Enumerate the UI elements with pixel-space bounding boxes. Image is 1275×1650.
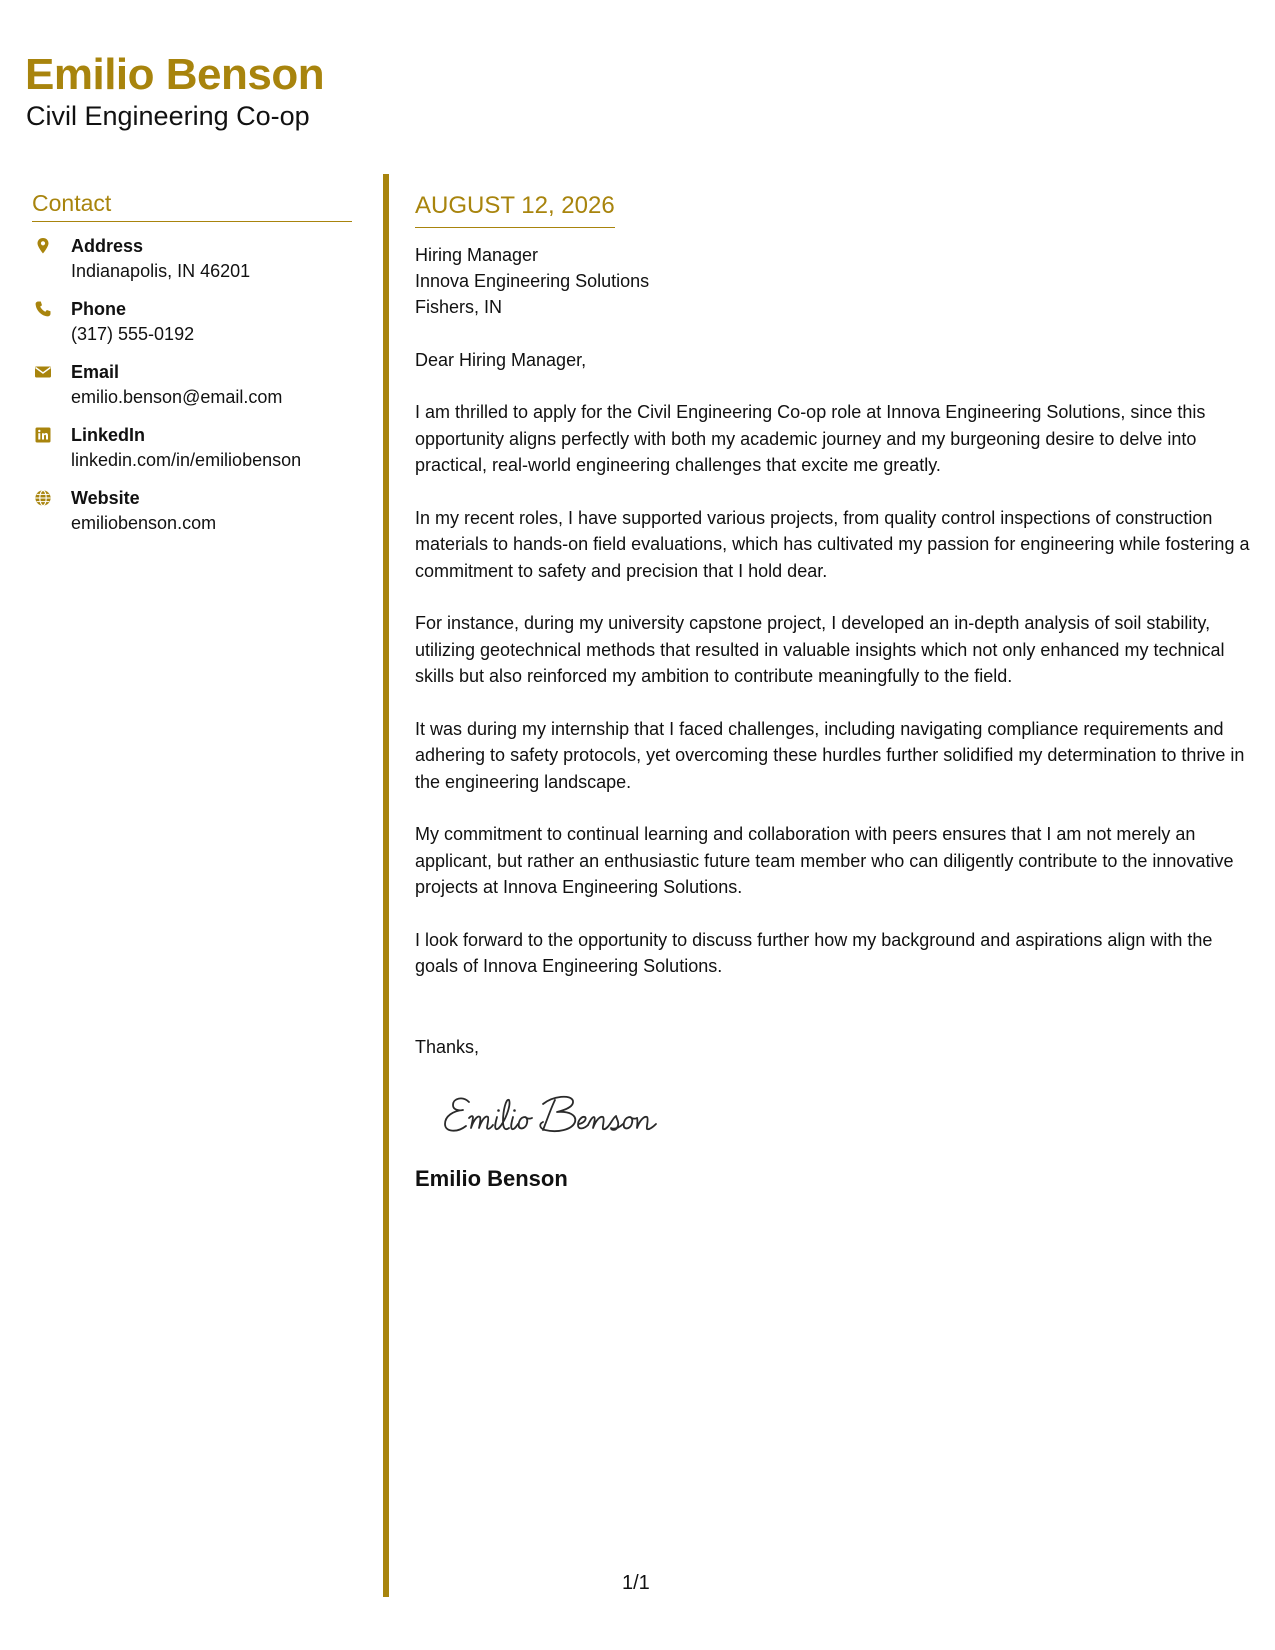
map-pin-icon: [34, 237, 52, 255]
contact-value-linkedin: linkedin.com/in/emiliobenson: [71, 450, 302, 470]
applicant-title: Civil Engineering Co-op: [26, 101, 310, 131]
recipient-line-3: Fishers, IN: [415, 297, 503, 317]
body-paragraph-6: I look forward to the opportunity to discuss further how my background and aspirations align with the goals of Innova Engineering Solutions.: [415, 929, 1213, 976]
applicant-name: Emilio Benson: [25, 50, 325, 99]
recipient-line-2: Innova Engineering Solutions: [415, 271, 650, 291]
signer-name: Emilio Benson: [415, 1165, 568, 1191]
contact-label-linkedin: LinkedIn: [71, 425, 146, 445]
phone-icon: [34, 300, 52, 318]
contact-item-phone: [32, 297, 352, 360]
contact-item-email: [32, 360, 352, 423]
linkedin-icon: [34, 426, 52, 444]
contact-value-address: Indianapolis, IN 46201: [71, 261, 251, 281]
body-paragraph-4: It was during my internship that I faced challenges, including navigating compliance requirements and adhering to safety protocols, yet overcoming these hurdles further solidified my determination to thrive in the engineering landscape.: [415, 718, 1245, 792]
salutation: Dear Hiring Manager,: [415, 350, 587, 370]
body-paragraph-2: In my recent roles, I have supported various projects, from quality control inspections of construction materials to hands-on field evaluations, which has cultivated my passion for engineering while fostering a commitment to safety and precision that I hold dear.: [415, 507, 1250, 581]
contact-label-website: Website: [71, 488, 140, 508]
recipient-block: [415, 242, 1250, 320]
contact-value-email: emilio.benson@email.com: [71, 387, 283, 407]
contact-label-phone: Phone: [71, 299, 127, 319]
contact-item-address: [32, 234, 352, 297]
contact-item-website: [32, 486, 352, 549]
contact-item-linkedin: [32, 423, 352, 486]
handwritten-signature: [439, 1086, 679, 1144]
cover-letter-body: [415, 190, 1250, 1194]
contact-value-phone: (317) 555-0192: [71, 324, 195, 344]
vertical-divider: [383, 174, 389, 1597]
page-number: 1/1: [622, 1572, 650, 1594]
body-paragraph-5: My commitment to continual learning and collaboration with peers ensures that I am not merely an applicant, but rather an enthusiastic future team member who can diligently contribute to the innovative projects at Innova Engineering Solutions.: [415, 824, 1234, 897]
globe-icon: [34, 489, 52, 507]
contact-label-address: Address: [71, 236, 144, 256]
letter-date: AUGUST 12, 2026: [415, 190, 615, 228]
body-paragraph-3: For instance, during my university capstone project, I developed an in-depth analysis of soil stability, utilizing geotechnical methods that resulted in valuable insights which not only enhanced my technical skills but also reinforced my ambition to contribute meaningfully to the field.: [415, 613, 1225, 686]
recipient-line-1: Hiring Manager: [415, 245, 539, 265]
contact-label-email: Email: [71, 362, 120, 382]
envelope-icon: [34, 363, 52, 381]
contact-heading: Contact: [32, 188, 352, 222]
body-paragraph-1: I am thrilled to apply for the Civil Engineering Co-op role at Innova Engineering Solutions, since this opportunity aligns perfectly with both my academic journey and my burgeoning desire to delve into practical, real-world engineering challenges that excite me greatly.: [415, 402, 1206, 475]
contact-value-website: emiliobenson.com: [71, 513, 217, 533]
contact-sidebar: [32, 188, 352, 549]
closing: Thanks,: [415, 1036, 480, 1057]
